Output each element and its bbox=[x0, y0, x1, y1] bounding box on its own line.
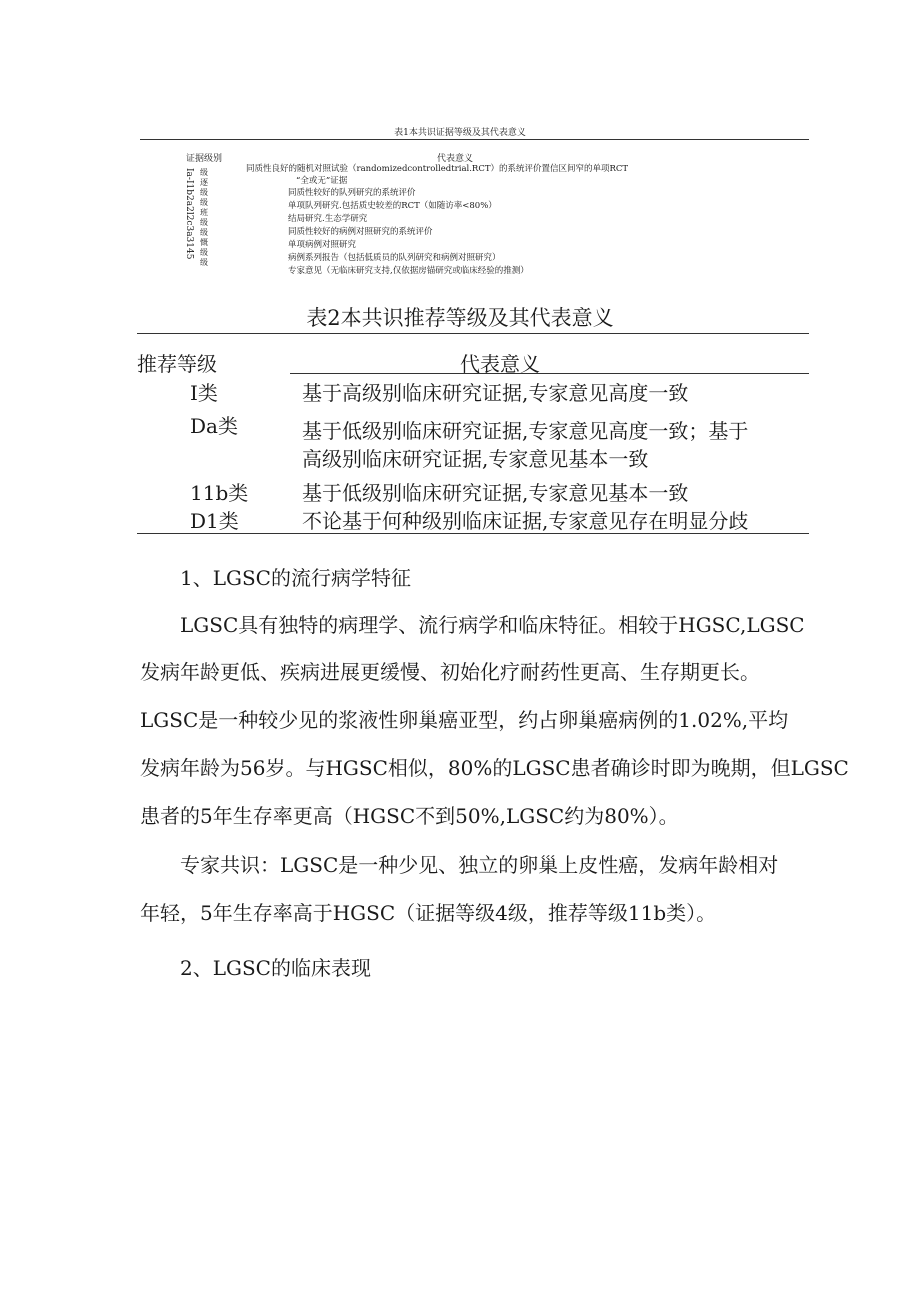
table2-row-meaning: 不论基于何种级别临床证据,专家意见存在明显分歧 bbox=[302, 509, 749, 533]
table2-header-meaning: 代表意义 bbox=[460, 352, 540, 376]
table2-title: 表2本共识推荐等级及其代表意义 bbox=[306, 306, 614, 330]
section-heading-1: 1、LGSC的流行病学特征 bbox=[180, 566, 411, 590]
paragraph-1-line: LGSC是一种较少见的浆液性卵巢癌亚型，约占卵巢癌病例的1.02%,平均 bbox=[140, 708, 789, 732]
table1-row: 单项队列研究.包括质史较差的RCT（如随访率<80%） bbox=[288, 201, 497, 211]
table1-row: 专家意见（无临床研究支持,仅依据房锚研究或临床经验的推测） bbox=[288, 266, 529, 276]
table2-header-level: 推荐等级 bbox=[137, 352, 217, 376]
table1-level-suffix-column bbox=[200, 168, 208, 268]
table1-top-rule bbox=[140, 139, 809, 140]
table2-row-meaning: 基于高级别临床研究证据,专家意见高度一致 bbox=[302, 381, 689, 405]
table2-row-level: Da类 bbox=[190, 414, 238, 438]
table1-header-meaning: 代表意义 bbox=[437, 154, 474, 164]
table1-level-suffix: 级 bbox=[200, 218, 208, 227]
table1-level-suffix: 级 bbox=[200, 228, 208, 237]
table1-level-suffix: 级 bbox=[200, 198, 208, 207]
table2-row-level: D1类 bbox=[190, 509, 239, 533]
table1-row: 病例系列报告（包括低质员的队列研究和病例对照研究） bbox=[288, 253, 501, 263]
table2-header-rule bbox=[290, 373, 809, 374]
table1-title: 表1本共识证据等级及其代表意义 bbox=[394, 128, 526, 138]
table1-row: 同质性良好的随机对照试验（randomizedcontrolledtrial.RCT）的系统评价置信区间窄的单项RCT bbox=[246, 164, 629, 174]
table1-row: “全或无”证据 bbox=[296, 176, 348, 186]
table2-row-meaning: 基于低级别临床研究证据,专家意见高度一致；基于 bbox=[302, 419, 749, 443]
table1-level-suffix: 级 bbox=[200, 248, 208, 257]
paragraph-2-line: 年轻，5年生存率高于HGSC（证据等级4级，推荐等级11b类）。 bbox=[140, 901, 717, 925]
table1-row: 单项病例对照研究 bbox=[288, 240, 357, 250]
table2-row-level: I类 bbox=[190, 381, 218, 405]
table1-level-suffix: 班 bbox=[200, 208, 208, 217]
table1-row: 同质性较好的病例对照研究的系统评价 bbox=[288, 227, 433, 237]
table1-level-suffix: 级 bbox=[200, 188, 208, 197]
paragraph-1-line: LGSC具有独特的病理学、流行病学和临床特征。相较于HGSC,LGSC bbox=[180, 613, 805, 637]
table2-row-meaning: 基于低级别临床研究证据,专家意见基本一致 bbox=[302, 481, 689, 505]
table2-row-level: 11b类 bbox=[190, 481, 249, 505]
table1-level-suffix: 级 bbox=[200, 168, 208, 177]
paragraph-1-line: 患者的5年生存率更高（HGSC不到50%,LGSC约为80%）。 bbox=[140, 804, 679, 828]
table1-level-suffix: 逐 bbox=[200, 178, 208, 187]
section-heading-2: 2、LGSC的临床表现 bbox=[180, 956, 371, 980]
table1-level-codes: Ia-I1b2a2l2c3a3145 bbox=[184, 168, 194, 260]
table1-level-suffix: 级 bbox=[200, 258, 208, 267]
paragraph-1-line: 发病年龄为56岁。与HGSC相似，80%的LGSC患者确诊时即为晚期，但LGSC bbox=[140, 756, 849, 780]
table2-bottom-rule bbox=[137, 533, 809, 534]
table1-level-suffix: 慨 bbox=[200, 238, 208, 247]
table1-header-level: 证据级别 bbox=[186, 154, 223, 164]
paragraph-2-line: 专家共识：LGSC是一种少见、独立的卵巢上皮性癌，发病年龄相对 bbox=[180, 853, 779, 877]
paragraph-1-line: 发病年龄更低、疾病进展更缓慢、初始化疗耐药性更高、生存期更长。 bbox=[140, 660, 760, 684]
table2-top-rule bbox=[137, 333, 809, 334]
table2-row-meaning: 高级别临床研究证据,专家意见基本一致 bbox=[302, 447, 649, 471]
table1-row: 同质性较好的队列研究的系统评价 bbox=[288, 188, 416, 198]
table1-row: 结局研究.生态学研究 bbox=[288, 214, 368, 224]
